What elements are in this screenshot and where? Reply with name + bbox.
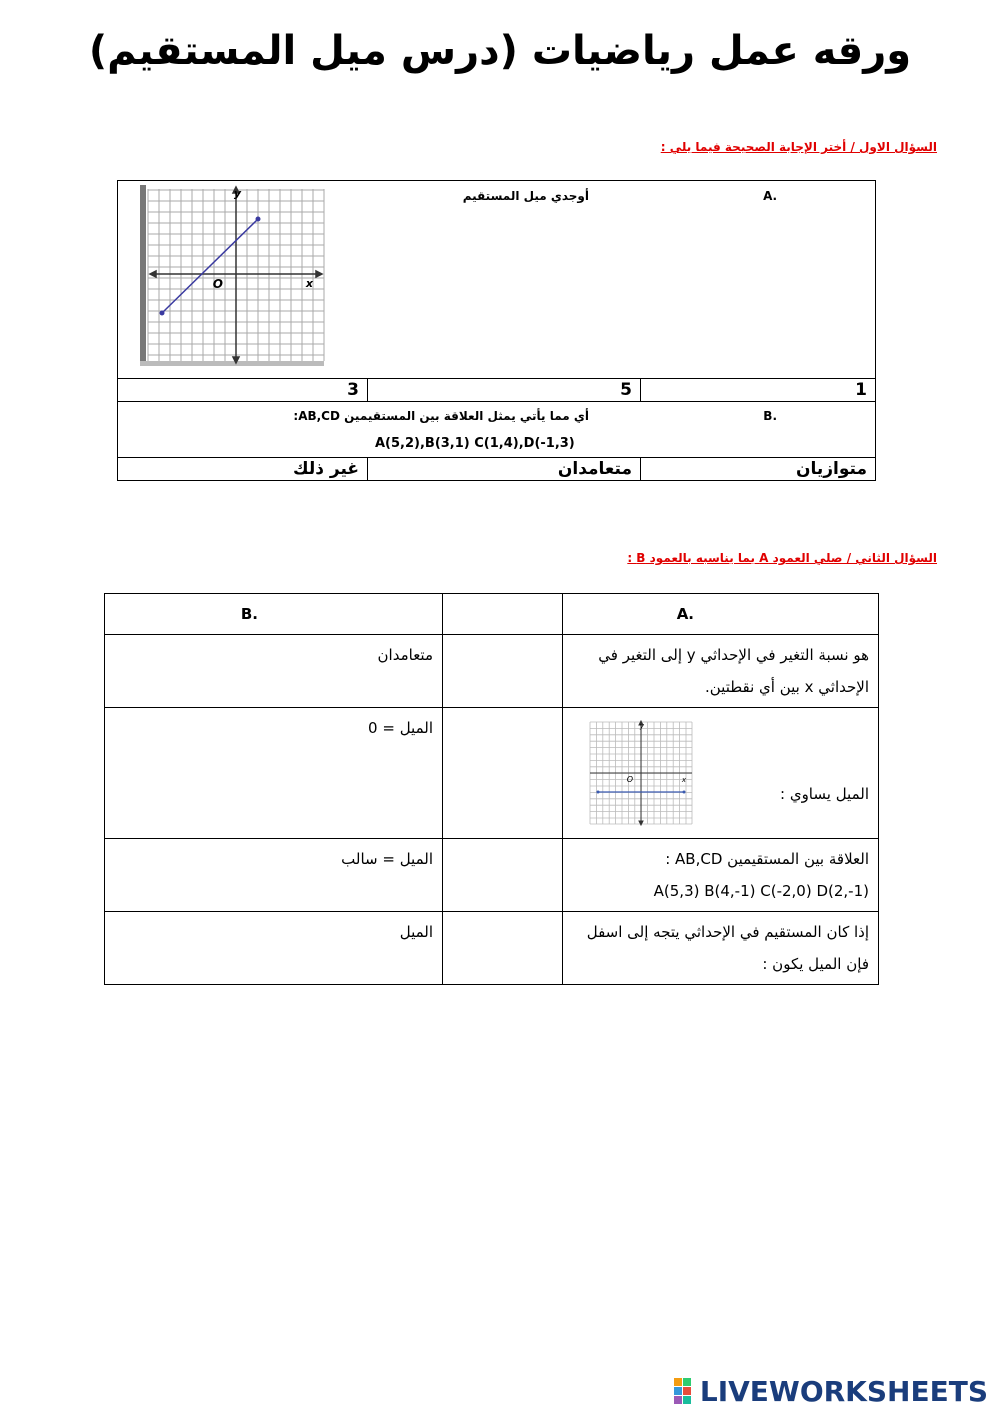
graph-x-label: x: [305, 277, 313, 290]
q1a-option-1[interactable]: 1: [641, 379, 876, 402]
question-1-heading: السؤال الاول / أختر الإجابة الصحيحة فيما يلي :: [660, 140, 937, 154]
row-3-a-line1: العلاقة بين المستقيمين AB,CD :: [665, 850, 869, 868]
col-b-header: .B: [105, 594, 443, 635]
graph-origin-label: O: [212, 277, 223, 291]
question-1a-label: .A: [763, 189, 777, 203]
row-1-col-a: [563, 635, 879, 708]
graph2-origin-label: O: [626, 775, 633, 784]
row-2-a-text: الميل يساوي :: [780, 785, 869, 803]
liveworksheets-logo: [674, 1374, 988, 1408]
q1a-option-2[interactable]: 5: [368, 379, 641, 402]
question-1b-cell: [118, 402, 876, 458]
row-1-col-b[interactable]: متعامدان: [105, 635, 443, 708]
graph2-x-label: x: [681, 776, 686, 784]
row-3-col-b[interactable]: الميل = سالب: [105, 839, 443, 912]
question-1b-points: A(5,2),B(3,1) C(1,4),D(-1,3): [375, 436, 575, 451]
row-2-col-b[interactable]: الميل = 0: [105, 708, 443, 839]
page-title: ورقه عمل رياضيات (درس ميل المستقيم): [88, 28, 912, 74]
question-1-table: [117, 180, 876, 481]
row-1-match[interactable]: [443, 635, 563, 708]
logo-text: LIVEWORKSHEETS: [699, 1374, 988, 1408]
logo-icon: [674, 1378, 700, 1404]
row-2-match[interactable]: [443, 708, 563, 839]
question-1b-text: أي مما يأتي يمثل العلاقة بين المستقيمين AB,CD:: [293, 409, 589, 423]
graph2-y-label: y: [639, 722, 644, 730]
q1b-option-1[interactable]: متوازيان: [641, 458, 876, 481]
row-4-col-a: [563, 912, 879, 985]
row-3-match[interactable]: [443, 839, 563, 912]
row-4-match[interactable]: [443, 912, 563, 985]
question-1b-label: .B: [763, 409, 777, 423]
row-2-col-a: [563, 708, 879, 839]
row-4-a-line1: إذا كان المستقيم في الإحداثي يتجه إلى اسفل: [586, 923, 869, 941]
q1b-option-2[interactable]: متعامدان: [368, 458, 641, 481]
row-4-col-b[interactable]: الميل: [105, 912, 443, 985]
graph-y-label: y: [233, 187, 241, 200]
match-column-header: [443, 594, 563, 635]
question-2-table: [104, 593, 879, 985]
question-2-heading: السؤال الثاني / صلي العمود A بما يناسبه بالعمود B :: [627, 551, 937, 565]
horizontal-line-graph: [588, 720, 694, 837]
row-1-a-line2: الإحداثي x بين أي نقطتين.: [704, 678, 869, 696]
col-a-header: .A: [563, 594, 879, 635]
row-4-a-line2: فإن الميل يكون :: [762, 955, 869, 973]
question-1a-text: أوجدي ميل المستقيم: [462, 189, 589, 203]
row-1-a-line1: هو نسبة التغير في الإحداثي y إلى التغير في: [598, 646, 869, 664]
row-3-col-a: [563, 839, 879, 912]
question-1a-cell: [118, 181, 876, 379]
q1b-option-3[interactable]: غير ذلك: [118, 458, 368, 481]
q1a-option-3[interactable]: 3: [118, 379, 368, 402]
row-3-a-line2: A(5,3) B(4,-1) C(-2,0) D(2,-1): [653, 882, 869, 900]
slope-graph: [140, 185, 326, 367]
